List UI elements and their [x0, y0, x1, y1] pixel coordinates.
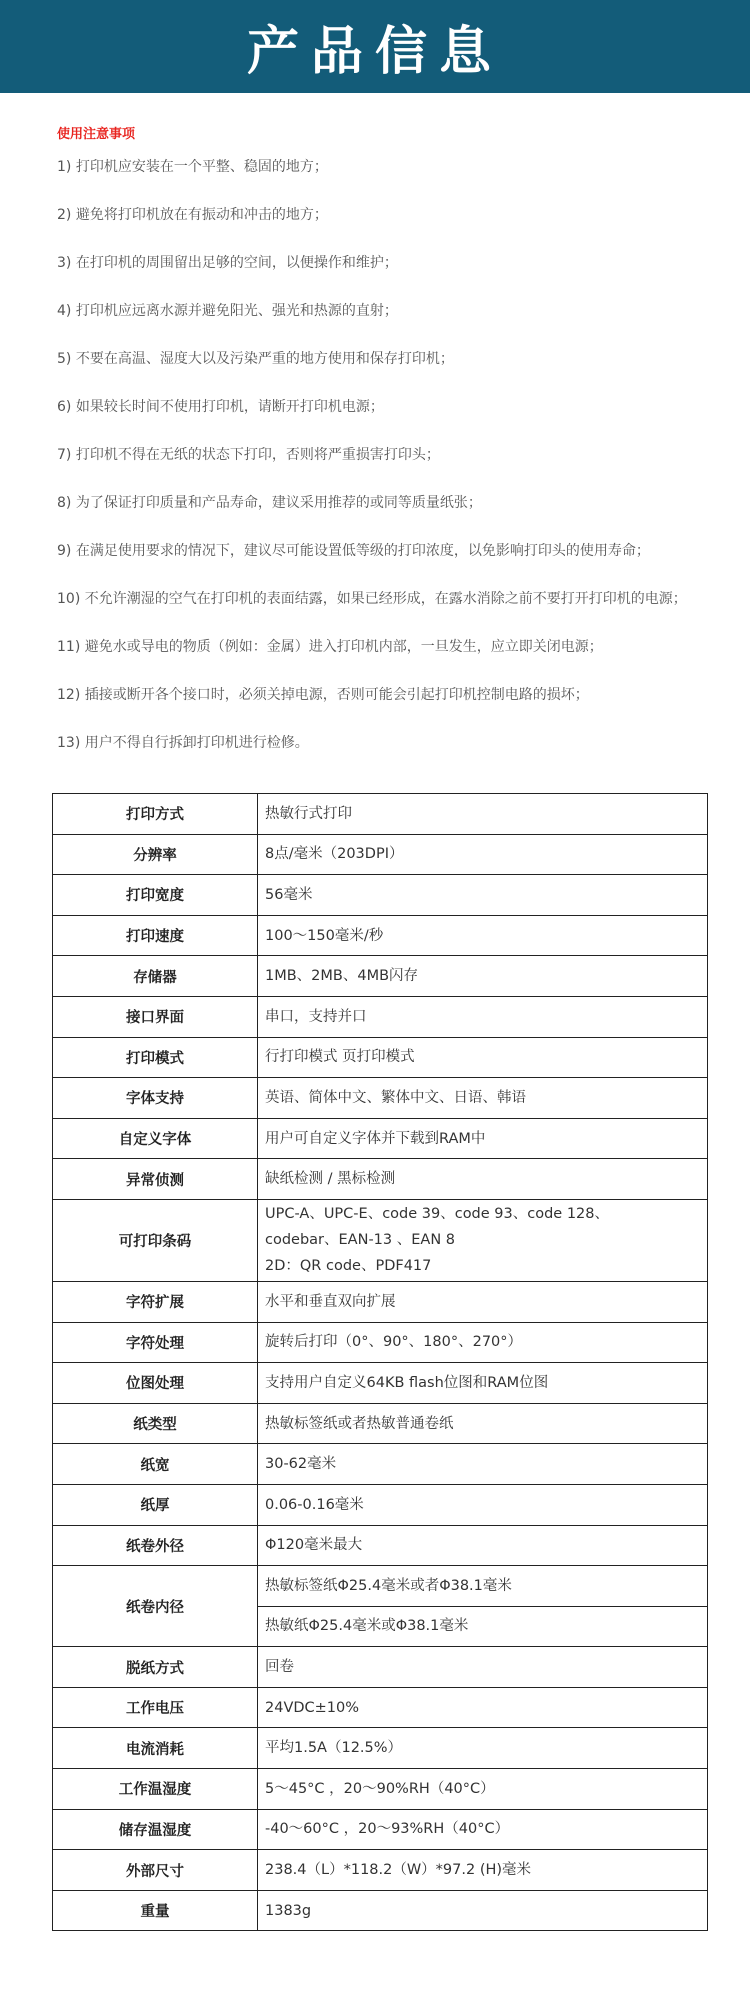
spec-label: 接口界面	[53, 996, 258, 1037]
note-item: 3) 在打印机的周围留出足够的空间，以便操作和维护；	[57, 255, 398, 271]
spec-value: 5～45°C ，20～90%RH（40°C）	[258, 1769, 708, 1810]
note-item: 11) 避免水或导电的物质（例如：金属）进入打印机内部，一旦发生，应立即关闭电源；	[57, 639, 603, 655]
spec-label: 分辨率	[53, 834, 258, 875]
notes-title: 使用注意事项	[57, 127, 136, 142]
spec-row	[53, 794, 708, 835]
spec-table	[52, 793, 708, 1931]
note-item: 8) 为了保证打印质量和产品寿命，建议采用推荐的或同等质量纸张；	[57, 495, 482, 511]
note-item: 9) 在满足使用要求的情况下，建议尽可能设置低等级的打印浓度，以免影响打印头的使用寿命；	[57, 543, 650, 559]
spec-label: 纸卷内径	[53, 1566, 258, 1647]
spec-label: 电流消耗	[53, 1728, 258, 1769]
spec-value: -40～60°C ，20～93%RH（40°C）	[258, 1809, 708, 1850]
spec-value: 热敏纸Φ25.4毫米或Φ38.1毫米	[258, 1606, 708, 1647]
spec-row	[53, 1444, 708, 1485]
spec-label: 打印模式	[53, 1037, 258, 1078]
barcode-line: codebar、EAN-13 、EAN 8	[265, 1232, 456, 1249]
spec-value	[258, 1199, 708, 1281]
spec-row	[53, 1159, 708, 1200]
spec-label: 纸卷外径	[53, 1525, 258, 1566]
page-header	[0, 0, 750, 93]
spec-row	[53, 1890, 708, 1931]
note-item: 4) 打印机应远离水源并避免阳光、强光和热源的直射；	[57, 303, 398, 319]
spec-label: 纸类型	[53, 1403, 258, 1444]
spec-row	[53, 1322, 708, 1363]
spec-label: 外部尺寸	[53, 1850, 258, 1891]
spec-row	[53, 875, 708, 916]
spec-value: 热敏标签纸或者热敏普通卷纸	[258, 1403, 708, 1444]
spec-value: 热敏标签纸Φ25.4毫米或者Φ38.1毫米	[258, 1566, 708, 1607]
barcode-line: UPC-A、UPC-E、code 39、code 93、code 128、	[265, 1206, 609, 1223]
spec-value: 缺纸检测 / 黑标检测	[258, 1159, 708, 1200]
usage-notes	[57, 126, 737, 751]
note-item: 1) 打印机应安装在一个平整、稳固的地方；	[57, 159, 328, 175]
spec-value: 100～150毫米/秒	[258, 915, 708, 956]
note-item: 6) 如果较长时间不使用打印机，请断开打印机电源；	[57, 399, 384, 415]
spec-value: 串口，支持并口	[258, 996, 708, 1037]
barcode-line: 2D：QR code、PDF417	[265, 1258, 432, 1275]
spec-label: 工作温湿度	[53, 1769, 258, 1810]
spec-value: 0.06-0.16毫米	[258, 1484, 708, 1525]
spec-label: 工作电压	[53, 1687, 258, 1728]
spec-value: 旋转后打印（0°、90°、180°、270°）	[258, 1322, 708, 1363]
spec-value: Φ120毫米最大	[258, 1525, 708, 1566]
note-item: 10) 不允许潮湿的空气在打印机的表面结露，如果已经形成，在露水消除之前不要打开打印机的电源；	[57, 591, 687, 607]
spec-row	[53, 1850, 708, 1891]
spec-row	[53, 1484, 708, 1525]
spec-row	[53, 1281, 708, 1322]
spec-row	[53, 1037, 708, 1078]
spec-label: 字符扩展	[53, 1281, 258, 1322]
note-item: 12) 插接或断开各个接口时，必须关掉电源，否则可能会引起打印机控制电路的损坏；	[57, 687, 589, 703]
spec-label: 纸厚	[53, 1484, 258, 1525]
spec-value: 用户可自定义字体并下载到RAM中	[258, 1118, 708, 1159]
spec-row	[53, 1566, 708, 1607]
note-item: 13) 用户不得自行拆卸打印机进行检修。	[57, 735, 309, 751]
spec-value: 24VDC±10%	[258, 1687, 708, 1728]
note-item: 2) 避免将打印机放在有振动和冲击的地方；	[57, 207, 328, 223]
spec-label: 字符处理	[53, 1322, 258, 1363]
spec-label: 存储器	[53, 956, 258, 997]
spec-row	[53, 1525, 708, 1566]
spec-row	[53, 1728, 708, 1769]
spec-value: 1MB、2MB、4MB闪存	[258, 956, 708, 997]
spec-value: 238.4（L）*118.2（W）*97.2 (H)毫米	[258, 1850, 708, 1891]
spec-row	[53, 956, 708, 997]
spec-row	[53, 1647, 708, 1688]
spec-label: 脱纸方式	[53, 1647, 258, 1688]
spec-label: 储存温湿度	[53, 1809, 258, 1850]
spec-value: 回卷	[258, 1647, 708, 1688]
spec-value: 行打印模式 页打印模式	[258, 1037, 708, 1078]
spec-row	[53, 1687, 708, 1728]
note-item: 5) 不要在高温、湿度大以及污染严重的地方使用和保存打印机；	[57, 351, 454, 367]
page-title: 产品信息	[246, 22, 503, 82]
spec-label: 打印速度	[53, 915, 258, 956]
note-item: 7) 打印机不得在无纸的状态下打印，否则将严重损害打印头；	[57, 447, 440, 463]
spec-label: 重量	[53, 1890, 258, 1931]
spec-row	[53, 1363, 708, 1404]
spec-label: 自定义字体	[53, 1118, 258, 1159]
spec-value: 英语、简体中文、繁体中文、日语、韩语	[258, 1078, 708, 1119]
spec-row	[53, 1769, 708, 1810]
spec-value: 30-62毫米	[258, 1444, 708, 1485]
spec-value: 热敏行式打印	[258, 794, 708, 835]
spec-label: 可打印条码	[53, 1199, 258, 1281]
spec-value: 8点/毫米（203DPI）	[258, 834, 708, 875]
spec-row	[53, 1809, 708, 1850]
spec-row	[53, 996, 708, 1037]
spec-row	[53, 1118, 708, 1159]
spec-row	[53, 915, 708, 956]
spec-row	[53, 834, 708, 875]
spec-row	[53, 1078, 708, 1119]
spec-label: 位图处理	[53, 1363, 258, 1404]
spec-value: 1383g	[258, 1890, 708, 1931]
spec-value: 水平和垂直双向扩展	[258, 1281, 708, 1322]
spec-value: 56毫米	[258, 875, 708, 916]
spec-value: 支持用户自定义64KB flash位图和RAM位图	[258, 1363, 708, 1404]
spec-label: 打印方式	[53, 794, 258, 835]
spec-row	[53, 1199, 708, 1281]
spec-label: 纸宽	[53, 1444, 258, 1485]
spec-value: 平均1.5A（12.5%）	[258, 1728, 708, 1769]
spec-label: 异常侦测	[53, 1159, 258, 1200]
spec-row	[53, 1403, 708, 1444]
spec-label: 打印宽度	[53, 875, 258, 916]
spec-label: 字体支持	[53, 1078, 258, 1119]
